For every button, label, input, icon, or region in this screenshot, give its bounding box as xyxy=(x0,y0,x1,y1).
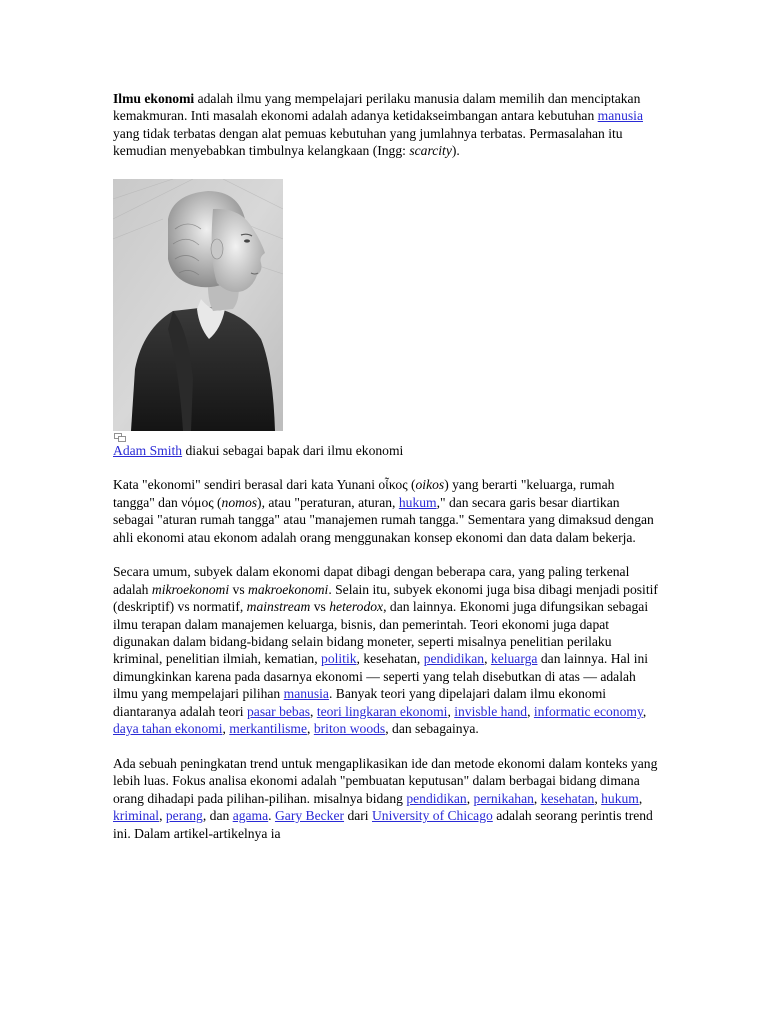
link-agama[interactable]: agama xyxy=(232,808,269,824)
text-run: , dan sebagainya. xyxy=(385,721,479,737)
text-run: , xyxy=(159,808,166,824)
link-pasar-bebas[interactable]: pasar bebas xyxy=(246,703,311,719)
term-heterodox: heterodox xyxy=(329,599,384,615)
text-run: , xyxy=(638,790,643,806)
link-manusia[interactable]: manusia xyxy=(597,108,643,124)
text-run: , dan lainnya. Ekonomi juga difungsikan sebagai ilmu terapan dalam manajemen keluarga, bisnis, dan pemerintah. Teori ekonomi juga dapat digunakan dalam bidang-bidang selain bidang moneter, seperti misalnya penelitian perilaku kriminal, penelitian ilmiah, kematian, xyxy=(113,599,649,667)
text-run: vs xyxy=(310,599,330,615)
link-pernikahan[interactable]: pernikahan xyxy=(473,790,534,806)
term-nomos: nomos xyxy=(221,494,258,510)
text-run: dari xyxy=(344,808,372,824)
text-run: Secara umum, subyek dalam ekonomi dapat dibagi dengan beberapa cara, yang paling terkenal adalah xyxy=(113,564,630,597)
text-run: dan lainnya. Hal ini dimungkinkan karena pada dasarnya ekonomi — seperti yang telah disebutkan di atas — adalah ilmu yang mempelajari pilihan xyxy=(113,651,649,702)
intro-paragraph xyxy=(113,90,658,160)
trend-paragraph xyxy=(113,755,658,842)
text-run: , xyxy=(642,703,647,719)
link-perang[interactable]: perang xyxy=(165,808,203,824)
text-run: , xyxy=(527,703,534,719)
text-run: adalah ilmu yang mempelajari perilaku manusia dalam memilih dan menciptakan kemakmuran. Inti masalah ekonomi adalah adanya ketidakseimbangan antara kebutuhan xyxy=(113,91,641,124)
link-briton-woods[interactable]: briton woods xyxy=(313,721,386,737)
term-makroekonomi: makroekonomi xyxy=(248,581,329,597)
link-pendidikan[interactable]: pendidikan xyxy=(406,790,467,806)
link-teori-lingkaran-ekonomi[interactable]: teori lingkaran ekonomi xyxy=(316,703,448,719)
text-run: , kesehatan, xyxy=(356,651,424,667)
link-politik[interactable]: politik xyxy=(321,651,357,667)
subjects-paragraph xyxy=(113,563,658,737)
text-run: Ada sebuah peningkatan trend untuk mengaplikasikan ide dan metode ekonomi dalam konteks yang lebih luas. Fokus analisa ekonomi adalah "pembuatan keputusan" dalam berbagai bidang dimana orang dihadapi pada pilihan-pilihan. misalnya bidang xyxy=(113,755,658,806)
text-run: , xyxy=(466,790,474,806)
text-run: yang tidak terbatas dengan alat pemuas kebutuhan yang jumlahnya terbatas. Permasalahan itu kemudian menyebabkan timbulnya kelangkaan (Ingg: xyxy=(113,125,623,159)
link-keluarga[interactable]: keluarga xyxy=(490,651,538,667)
text-run: . Banyak teori yang dipelajari dalam ilmu ekonomi diantaranya adalah teori xyxy=(113,686,607,719)
text-run: diakui sebagai bapak dari ilmu ekonomi xyxy=(182,442,404,458)
text-run: , xyxy=(533,790,541,806)
link-hukum[interactable]: hukum xyxy=(398,494,437,510)
text-run: , xyxy=(222,721,230,737)
link-kesehatan[interactable]: kesehatan xyxy=(540,790,595,806)
link-kriminal[interactable]: kriminal xyxy=(113,808,160,824)
article-body xyxy=(113,90,658,842)
text-run: , xyxy=(484,651,491,667)
term-mainstream: mainstream xyxy=(246,599,311,615)
link-informatic-economy[interactable]: informatic economy xyxy=(533,703,643,719)
link-manusia[interactable]: manusia xyxy=(283,686,329,702)
broken-image-icon xyxy=(114,433,126,442)
link-merkantilisme[interactable]: merkantilisme xyxy=(229,721,308,737)
text-run: ," dan secara garis besar diartikan sebagai "aturan rumah tangga" atau "manajemen rumah tangga." Sementara yang dimaksud dengan ahli ekonomi atau ekonom adalah orang menggunakan konsep ekonomi dan data dalam bekerja. xyxy=(113,494,654,545)
text-run: . Selain itu, subyek ekonomi juga bisa dibagi menjadi positif (deskriptif) vs normatif, xyxy=(113,581,658,615)
text-run: , dan xyxy=(202,808,233,824)
text-run: ) yang berarti "keluarga, rumah tangga" dan νόμος ( xyxy=(113,477,615,510)
term-scarcity: scarcity xyxy=(409,143,452,159)
text-run: adalah seorang perintis trend ini. Dalam artikel-artikelnya ia xyxy=(113,808,653,841)
link-hukum[interactable]: hukum xyxy=(601,790,639,806)
text-run: . xyxy=(268,808,275,824)
portrait-figure xyxy=(113,179,283,442)
text-run: vs xyxy=(229,581,249,597)
link-pendidikan[interactable]: pendidikan xyxy=(423,651,485,667)
text-run: , xyxy=(594,790,602,806)
text-run: ). xyxy=(451,143,460,159)
link-daya-tahan-ekonomi[interactable]: daya tahan ekonomi xyxy=(113,721,223,737)
adam-smith-portrait xyxy=(113,179,283,431)
text-run: ), atau "peraturan, aturan, xyxy=(257,494,399,510)
link-gary-becker[interactable]: Gary Becker xyxy=(274,808,345,824)
link-adam-smith[interactable]: Adam Smith xyxy=(113,442,183,458)
etymology-paragraph xyxy=(113,476,658,546)
text-run: Kata "ekonomi" sendiri berasal dari kata Yunani οἶκος ( xyxy=(113,477,416,493)
term-oikos: oikos xyxy=(415,477,445,493)
text-run: , xyxy=(307,721,314,737)
link-invisble-hand[interactable]: invisble hand xyxy=(454,703,528,719)
text-run: , xyxy=(310,703,317,719)
portrait-caption xyxy=(113,442,658,459)
text-run: , xyxy=(447,703,455,719)
bold-term: Ilmu ekonomi xyxy=(113,91,195,106)
link-university-of-chicago[interactable]: University of Chicago xyxy=(371,808,493,824)
term-mikroekonomi: mikroekonomi xyxy=(151,581,230,597)
